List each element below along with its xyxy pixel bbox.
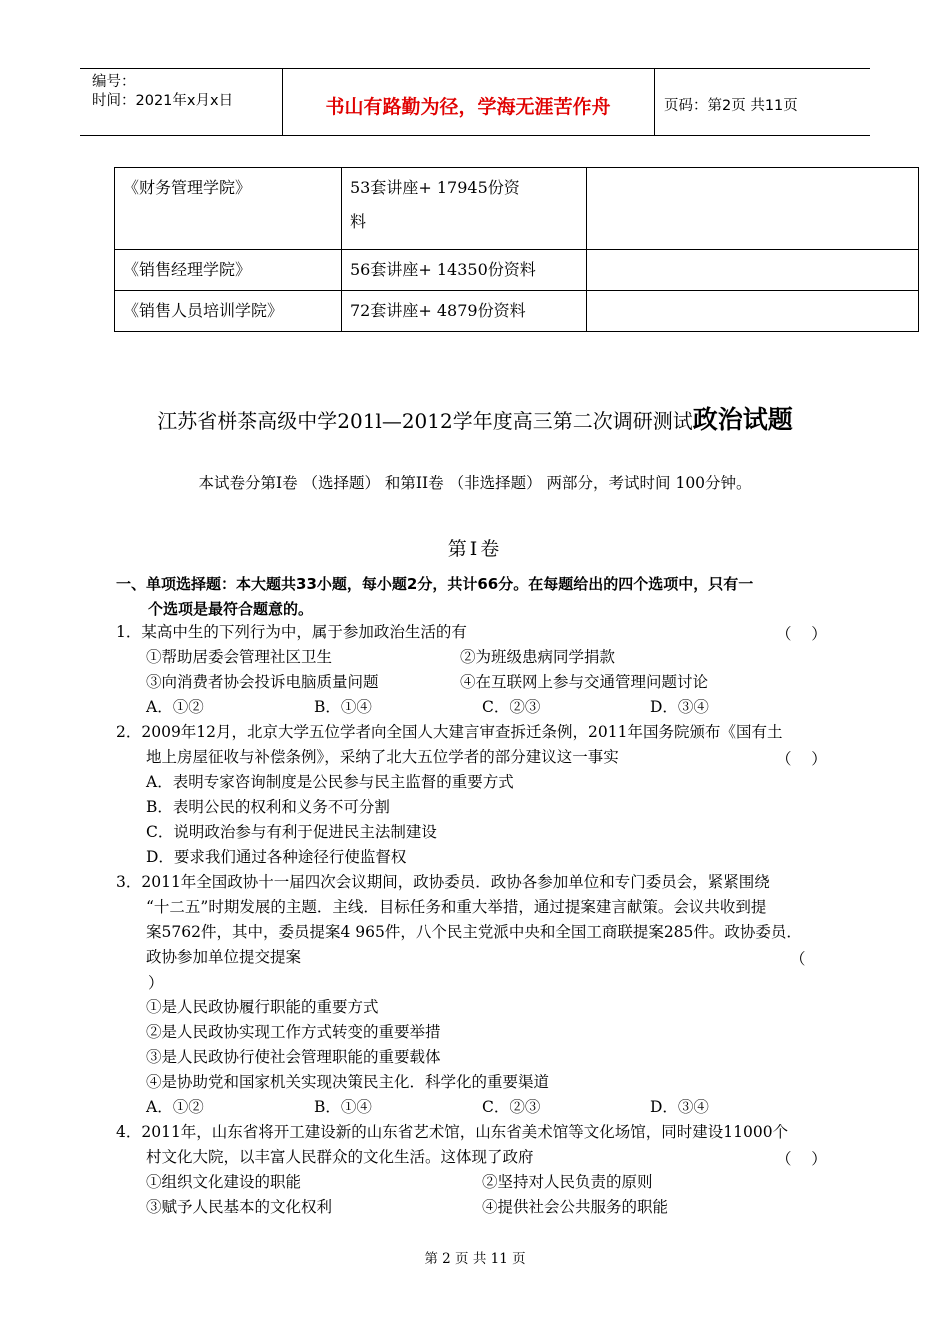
q3-stem-line2: “十二五”时期发展的主题．主线．目标任务和重大举措，通过提案建言献策。会议共收到提 [146, 898, 767, 916]
q3-choice-b: B．①④ [314, 1098, 372, 1116]
table-cell-detail: 72套讲座+ 4879份资料 [342, 291, 587, 332]
q3-choice-c: C．②③ [482, 1098, 541, 1116]
q3-option-3: ③是人民政协行使社会管理职能的重要载体 [146, 1048, 441, 1066]
resource-table [114, 167, 919, 332]
table-row [115, 250, 919, 291]
time-label: 时间：2021年x月x日 [92, 93, 234, 109]
q3-stem-line1: 3．2011年全国政协十一届四次会议期间，政协委员．政协各参加单位和专门委员会，紧紧围绕 [116, 873, 770, 891]
q3-stem-line3: 案5762件，其中，委员提案4 965件，八个民主党派中央和全国工商联提案285件。政协委员． [146, 923, 802, 941]
table-cell-name: 《销售人员培训学院》 [115, 291, 342, 332]
table-cell-extra [587, 250, 919, 291]
q1-option-4: ④在互联网上参与交通管理问题讨论 [460, 673, 709, 691]
q1-option-1: ①帮助居委会管理社区卫生 [146, 648, 333, 666]
q3-option-1: ①是人民政协履行职能的重要方式 [146, 998, 379, 1016]
q3-answer-paren-open: （ [790, 950, 806, 968]
q4-stem-line2: 村文化大院，以丰富人民群众的文化生活。这体现了政府 [146, 1148, 534, 1166]
header-motto: 书山有路勤为径，学海无涯苦作舟 [325, 96, 611, 118]
table-cell-name: 《销售经理学院》 [115, 250, 342, 291]
q2-stem-line2: 地上房屋征收与补偿条例》，采纳了北大五位学者的部分建议这一事实 [146, 748, 619, 766]
header-top-rule [80, 68, 870, 69]
header-page-label: 页码：第2页 共11页 [664, 98, 798, 114]
q4-answer-paren: （ ） [776, 1150, 827, 1168]
exam-intro: 本试卷分第Ⅰ卷 （选择题） 和第II卷 （非选择题） 两部分，考试时间 100分钟。 [198, 474, 752, 492]
q3-stem-line4: 政协参加单位提交提案 [146, 948, 302, 966]
table-cell-extra [587, 291, 919, 332]
table-row [115, 291, 919, 332]
q1-option-2: ②为班级患病同学捐款 [460, 648, 616, 666]
q2-stem-line1: 2．2009年12月，北京大学五位学者向全国人大建言审查拆迁条例，2011年国务院颁布《国有土 [116, 723, 783, 741]
q3-choice-a: A．①② [146, 1098, 204, 1116]
q1-choice-c: C．②③ [482, 698, 541, 716]
number-label: 编号： [92, 74, 136, 90]
header-divider-2 [654, 68, 655, 136]
q1-answer-paren: （ ） [776, 625, 827, 643]
q4-option-3: ③赋予人民基本的文化权利 [146, 1198, 333, 1216]
q1-choice-d: D．③④ [650, 698, 709, 716]
q2-option-c: C．说明政治参与有利于促进民主法制建设 [146, 823, 437, 841]
table-cell-name: 《财务管理学院》 [115, 168, 342, 250]
q3-choice-d: D．③④ [650, 1098, 709, 1116]
q2-option-a: A．表明专家咨询制度是公民参与民主监督的重要方式 [146, 773, 514, 791]
header-bottom-rule [80, 135, 870, 136]
q1-choice-b: B．①④ [314, 698, 372, 716]
q3-answer-paren-close: ） [148, 974, 164, 992]
table-row [115, 168, 919, 250]
q2-option-d: D．要求我们通过各种途径行使监督权 [146, 848, 407, 866]
q4-option-4: ④提供社会公共服务的职能 [482, 1198, 669, 1216]
page-footer: 第 2 页 共 11 页 [424, 1251, 526, 1267]
q2-option-b: B．表明公民的权利和义务不可分割 [146, 798, 390, 816]
q3-option-2: ②是人民政协实现工作方式转变的重要举措 [146, 1023, 441, 1041]
q4-stem-line1: 4．2011年，山东省将开工建设新的山东省艺术馆，山东省美术馆等文化场馆，同时建设11000个 [116, 1123, 789, 1141]
part-heading: 第Ⅰ卷 [447, 538, 503, 560]
q1-choice-a: A．①② [146, 698, 204, 716]
q3-option-4: ④是协助党和国家机关实现决策民主化．科学化的重要渠道 [146, 1073, 550, 1091]
table-cell-extra [587, 168, 919, 250]
exam-title-bold: 政治试题 [692, 405, 793, 434]
table-cell-detail: 53套讲座+ 17945份资 料 [342, 168, 587, 250]
exam-title [0, 400, 950, 436]
q4-option-2: ②坚持对人民负责的原则 [482, 1173, 653, 1191]
exam-title-main: 江苏省栟茶高级中学201l—2012学年度高三第二次调研测试 [157, 409, 693, 433]
q2-answer-paren: （ ） [776, 750, 827, 768]
table-cell-detail: 56套讲座+ 14350份资料 [342, 250, 587, 291]
q4-option-1: ①组织文化建设的职能 [146, 1173, 302, 1191]
header-meta [92, 73, 233, 111]
q1-stem: 1．某高中生的下列行为中，属于参加政治生活的有 [116, 623, 467, 641]
q1-option-3: ③向消费者协会投诉电脑质量问题 [146, 673, 379, 691]
section-heading: 一、单项选择题：本大题共33小题，每小题2分，共计66分。在每题给出的四个选项中，只有一 个选项是最符合题意的。 [116, 575, 754, 618]
